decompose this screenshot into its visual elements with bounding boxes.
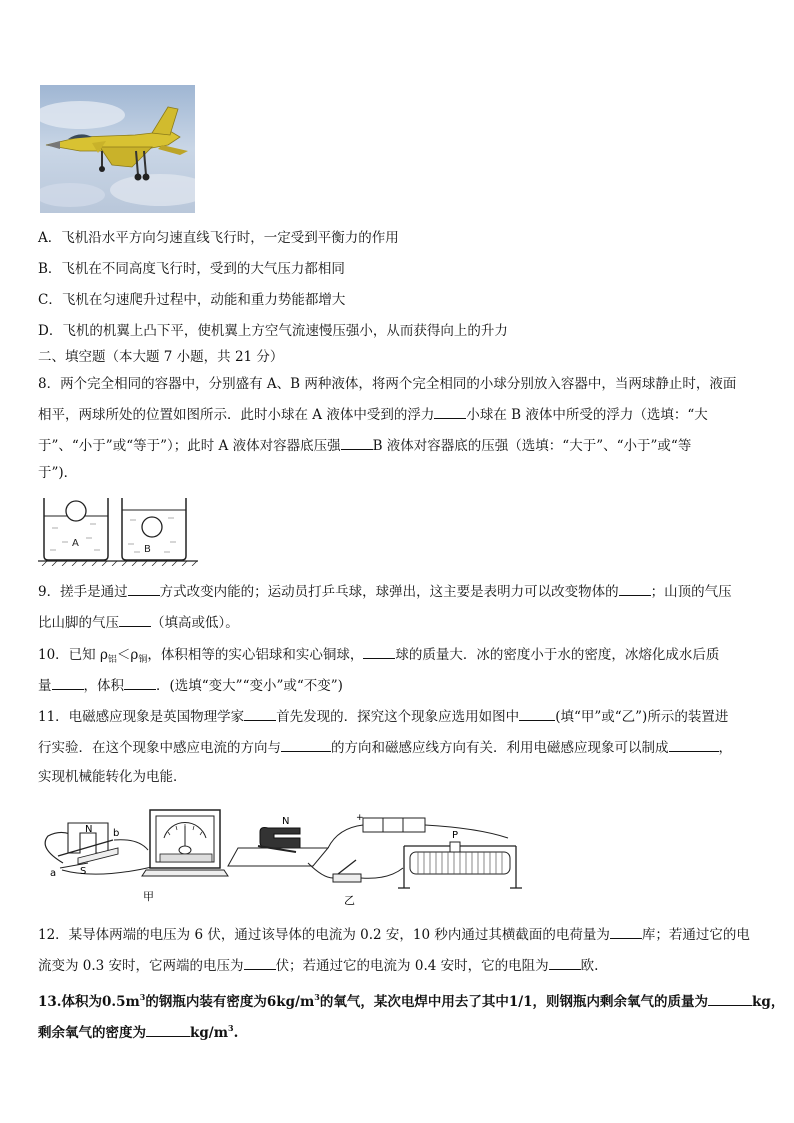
answer-blank[interactable] <box>281 738 331 752</box>
q13-text: . <box>233 1025 239 1041</box>
q12-line1 <box>38 925 750 945</box>
q12-text: 库；若通过它的电 <box>641 927 750 943</box>
q13-superscript: 3 <box>228 1023 234 1033</box>
q11-text: 11．电磁感应现象是英国物理学家 <box>38 709 245 725</box>
q10-line1 <box>38 645 719 670</box>
answer-blank[interactable] <box>519 707 555 721</box>
q11-text: (填“甲”或“乙”)所示的装置进 <box>555 709 729 725</box>
q11-line1 <box>38 707 728 727</box>
q12-text: 12．某导体两端的电压为 6 伏，通过该导体的电流为 0.2 安，10 秒内通过其横截面的电荷量为 <box>38 927 610 943</box>
q9-line1 <box>38 582 732 602</box>
q10-text: ．(选填“变大”“变小”或“不变”) <box>156 678 343 694</box>
liquid-a-label: A <box>72 538 79 549</box>
answer-blank[interactable] <box>244 956 276 970</box>
liquid-b-label: B <box>144 544 151 555</box>
q13-text: 剩余氧气的密度为 <box>38 1025 146 1041</box>
q11-line2 <box>38 738 732 758</box>
option-d: D．飞机的机翼上凸下平，使机翼上方空气流速慢压强小，从而获得向上的升力 <box>38 323 508 339</box>
q10-text: 球的质量大．冰的密度小于水的密度，冰熔化成水后质 <box>395 647 720 663</box>
q11-text: 行实验．在这个现象中感应电流的方向与 <box>38 740 281 756</box>
q13-text: 的钢瓶内装有密度为6kg/m <box>145 994 315 1010</box>
q9-text: 方式改变内能的；运动员打乒乓球，球弹出，这主要是表明力可以改变物体的 <box>159 584 619 600</box>
q13-text: kg/m <box>190 1025 229 1041</box>
option-c: C．飞机在匀速爬升过程中，动能和重力势能都增大 <box>38 292 346 308</box>
answer-blank[interactable] <box>610 925 642 939</box>
q9-text: ；山顶的气压 <box>650 584 732 600</box>
answer-blank[interactable] <box>341 436 373 450</box>
answer-blank[interactable] <box>52 676 84 690</box>
q10-text: ＜ρ <box>116 647 139 663</box>
q10-line2 <box>38 676 343 696</box>
q10-subscript: 铜 <box>138 655 148 665</box>
q10-text: 量 <box>38 678 52 694</box>
q8-text: B 液体对容器底的压强（选填：“大于”、“小于”或“等 <box>372 438 692 454</box>
q8-text: 于”、“小于”或“等于”）；此时 A 液体对容器底压强 <box>38 438 341 454</box>
q13-text: 的氧气，某次电焊中用去了其中1/1，则钢瓶内剩余氧气的质量为 <box>319 994 709 1010</box>
answer-blank[interactable] <box>146 1023 190 1037</box>
q13-superscript: 3 <box>314 992 320 1002</box>
q13-text: kg， <box>752 994 785 1010</box>
q10-text: 10．已知 ρ <box>38 647 108 663</box>
answer-blank[interactable] <box>124 676 156 690</box>
label-b: b <box>113 828 120 839</box>
q12-text: 欧. <box>580 958 599 974</box>
q13-text: 13.体积为0.5m <box>38 994 140 1010</box>
answer-blank[interactable] <box>119 613 151 627</box>
q11-text: 首先发现的．探究这个现象应选用如图中 <box>276 709 520 725</box>
beakers-figure <box>38 494 203 566</box>
answer-blank[interactable] <box>434 405 466 419</box>
q8-line1: 8．两个完全相同的容器中，分别盛有 A、B 两种液体，将两个完全相同的小球分别放入容器中，当两球静止时，液面 <box>38 376 737 392</box>
q9-text: 9．搓手是通过 <box>38 584 128 600</box>
electromagnetic-apparatus-figure <box>38 808 528 908</box>
fighter-jet-photo <box>40 85 195 213</box>
q11-text: ， <box>718 740 732 756</box>
q11-line3: 实现机械能转化为电能． <box>38 769 187 785</box>
q8-text: 小球在 B 液体中所受的浮力（选填：“大 <box>466 407 708 423</box>
answer-blank[interactable] <box>708 992 752 1006</box>
figure-caption-yi: 乙 <box>344 894 355 907</box>
q13-superscript: 3 <box>139 992 146 1002</box>
q8-text: 相平，两球所处的位置如图所示．此时小球在 A 液体中受到的浮力 <box>38 407 435 423</box>
q9-text: 比山脚的气压 <box>38 615 119 631</box>
answer-blank[interactable] <box>619 582 651 596</box>
label-n-jia: N <box>85 824 93 835</box>
q10-text: ，体积 <box>83 678 124 694</box>
q10-text: ，体积相等的实心铝球和实心铜球， <box>147 647 364 663</box>
q8-line4: 于”)． <box>38 465 78 481</box>
battery-plus-sign: + <box>356 813 364 823</box>
q12-text: 伏；若通过它的电流为 0.4 安时，它的电阻为 <box>275 958 549 974</box>
q12-text: 流变为 0.3 安时，它两端的电压为 <box>38 958 244 974</box>
label-s: S <box>80 866 87 877</box>
label-p: P <box>452 830 459 841</box>
answer-blank[interactable] <box>549 956 581 970</box>
label-a: a <box>50 868 57 879</box>
option-a: A．飞机沿水平方向匀速直线飞行时，一定受到平衡力的作用 <box>38 230 399 246</box>
q8-line2 <box>38 405 708 425</box>
q10-subscript: 铝 <box>107 655 117 665</box>
q9-text: （填高或低）。 <box>151 615 239 631</box>
q13-line2 <box>38 1018 238 1043</box>
q8-line3 <box>38 436 691 456</box>
q11-text: 的方向和磁感应线方向有关．利用电磁感应现象可以制成 <box>331 740 669 756</box>
q9-line2 <box>38 613 239 633</box>
answer-blank[interactable] <box>363 645 395 659</box>
option-b: B．飞机在不同高度飞行时，受到的大气压力都相同 <box>38 261 345 277</box>
answer-blank[interactable] <box>244 707 276 721</box>
label-n-yi: N <box>282 816 290 827</box>
answer-blank[interactable] <box>128 582 160 596</box>
q12-line2 <box>38 956 598 976</box>
section-heading: 二、填空题（本大题 7 小题，共 21 分） <box>38 349 284 365</box>
q13-line1 <box>38 987 784 1012</box>
answer-blank[interactable] <box>669 738 719 752</box>
figure-caption-jia: 甲 <box>143 890 154 903</box>
